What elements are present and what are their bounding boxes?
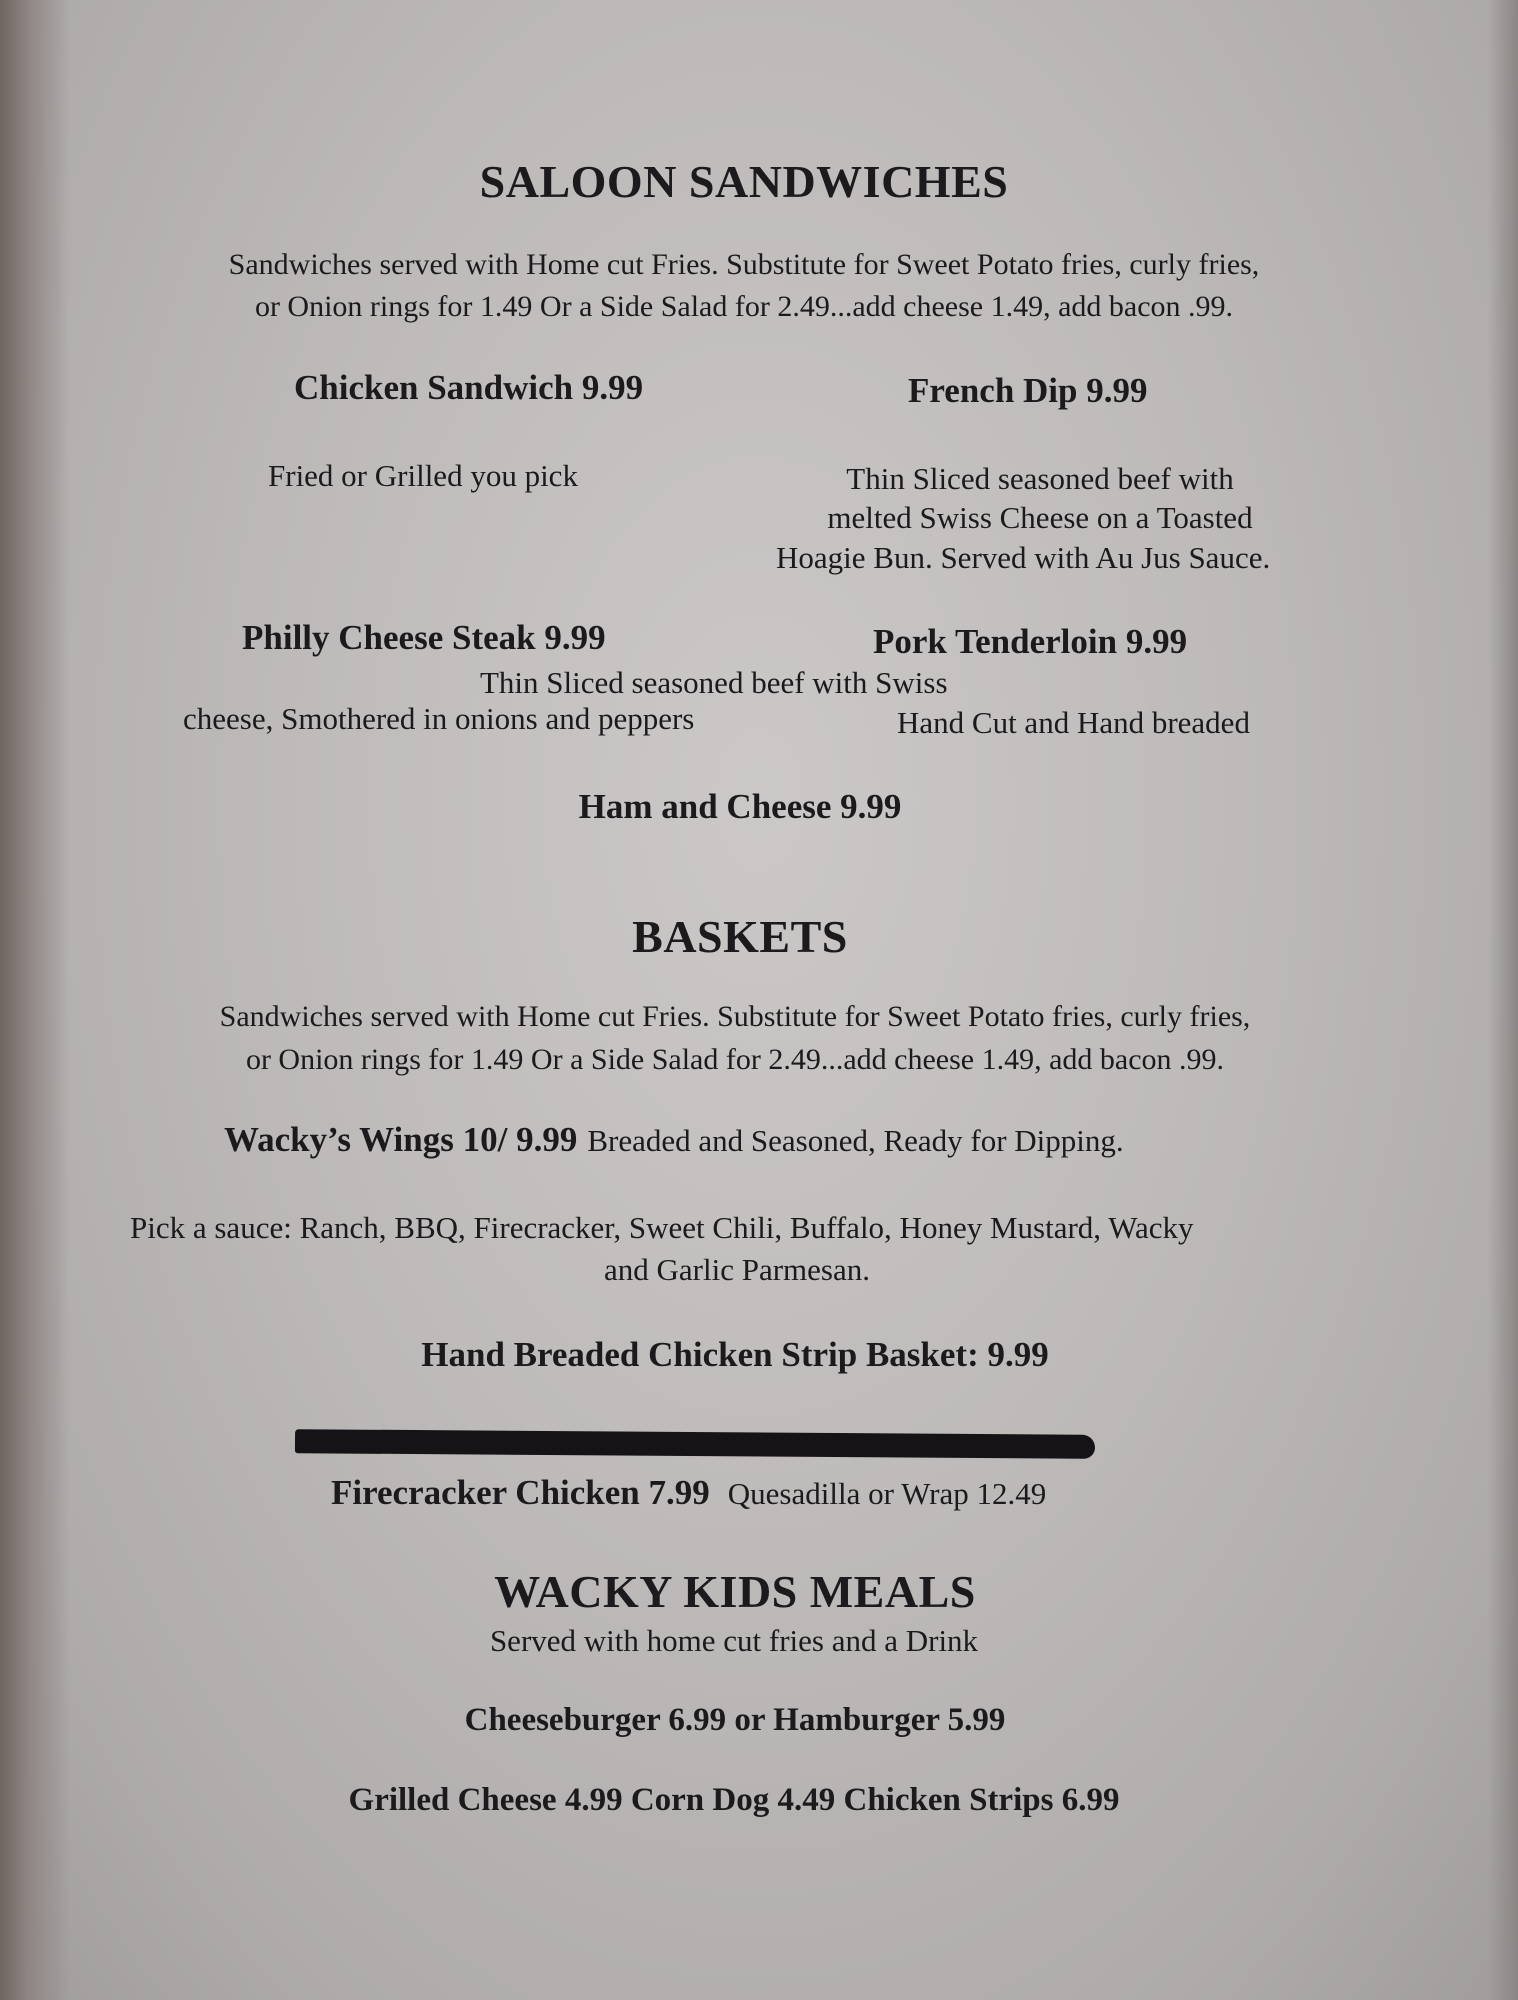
sauce-options-line1: Pick a sauce: Ranch, BBQ, Firecracker, Sweet Chili, Buffalo, Honey Mustard, Wacky — [130, 1210, 1194, 1245]
baskets-intro-line2: or Onion rings for 1.49 Or a Side Salad for 2.49...add cheese 1.49, add bacon .99. — [245, 1043, 1225, 1076]
redacted-line — [295, 1429, 1095, 1459]
wackys-wings-desc: Breaded and Seasoned, Ready for Dipping. — [587, 1123, 1124, 1158]
french-dip-desc-line2: melted Swiss Cheese on a Toasted — [827, 500, 1253, 535]
firecracker-chicken-line — [331, 1473, 1046, 1513]
pork-tenderloin-title: Pork Tenderloin 9.99 — [873, 622, 1188, 661]
chicken-sandwich-desc: Fried or Grilled you pick — [268, 458, 578, 493]
philly-desc-line2: cheese, Smothered in onions and peppers — [183, 701, 695, 736]
ham-and-cheese-title: Ham and Cheese 9.99 — [578, 787, 902, 826]
sauce-options-line2: and Garlic Parmesan. — [604, 1252, 870, 1287]
wacky-kids-meals-heading: WACKY KIDS MEALS — [494, 1566, 976, 1617]
french-dip-title: French Dip 9.99 — [908, 371, 1148, 410]
saloon-sandwiches-heading: SALOON SANDWICHES — [479, 156, 1009, 207]
pork-tenderloin-desc: Hand Cut and Hand breaded — [897, 705, 1250, 740]
french-dip-desc-line1: Thin Sliced seasoned beef with — [846, 461, 1234, 496]
philly-desc-line1: Thin Sliced seasoned beef with Swiss — [480, 665, 948, 700]
philly-cheese-steak-title: Philly Cheese Steak 9.99 — [242, 618, 606, 657]
page-right-edge-shadow — [1488, 0, 1518, 2000]
baskets-intro-line1: Sandwiches served with Home cut Fries. Substitute for Sweet Potato fries, curly fries, — [219, 1000, 1251, 1033]
chicken-strip-basket-title: Hand Breaded Chicken Strip Basket: 9.99 — [421, 1335, 1049, 1374]
wackys-wings-title: Wacky’s Wings 10/ 9.99 — [224, 1120, 578, 1159]
baskets-heading: BASKETS — [632, 911, 848, 962]
kids-meals-subtitle: Served with home cut fries and a Drink — [489, 1623, 979, 1658]
kids-other-meals-line: Grilled Cheese 4.99 Corn Dog 4.49 Chicken Strips 6.99 — [348, 1782, 1120, 1818]
firecracker-chicken-title: Firecracker Chicken 7.99 — [331, 1473, 710, 1512]
sandwiches-intro-line2: or Onion rings for 1.49 Or a Side Salad for 2.49...add cheese 1.49, add bacon .99. — [254, 290, 1234, 323]
wackys-wings-line — [224, 1120, 1124, 1160]
chicken-sandwich-title: Chicken Sandwich 9.99 — [294, 368, 644, 407]
sandwiches-intro-line1: Sandwiches served with Home cut Fries. Substitute for Sweet Potato fries, curly fries, — [228, 248, 1260, 281]
french-dip-desc-line3: Hoagie Bun. Served with Au Jus Sauce. — [776, 540, 1271, 575]
firecracker-chicken-desc: Quesadilla or Wrap 12.49 — [727, 1476, 1047, 1511]
kids-burger-line: Cheeseburger 6.99 or Hamburger 5.99 — [464, 1702, 1006, 1738]
